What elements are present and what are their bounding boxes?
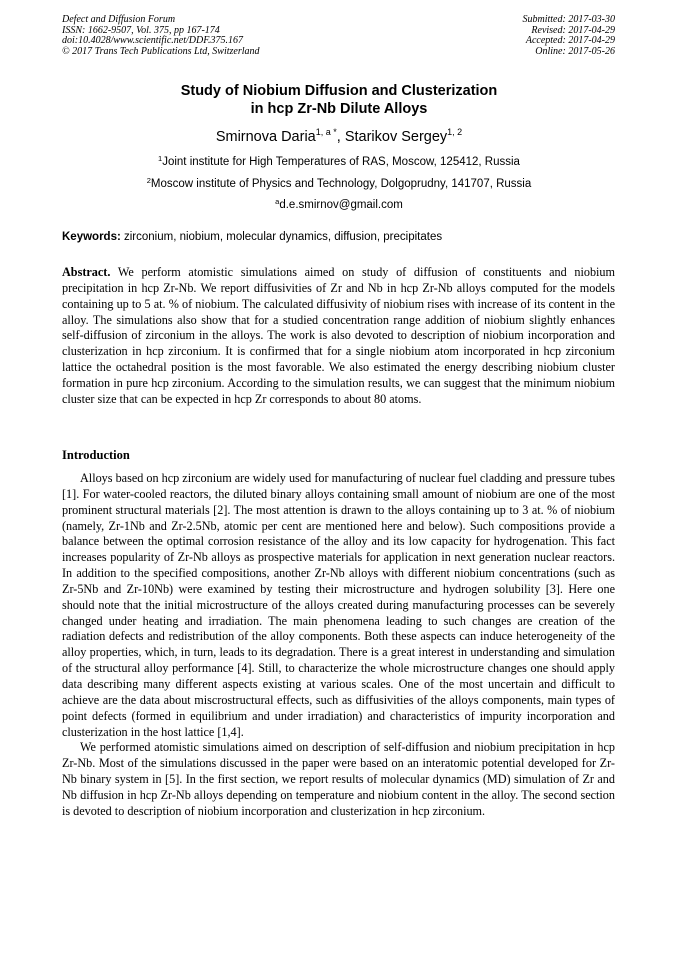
- doi-line: doi:10.4028/www.scientific.net/DDF.375.167: [62, 35, 244, 47]
- paragraph: We performed atomistic simulations aimed on description of self-diffusion and niobium precipitation in hcp Zr-Nb. Most of the simulations discussed in the paper were based on an interatomic potential developed for Zr-Nb binary system in [5]. In the first section, we report results of molecular dynamics (MD) simulation of Zr and Nb diffusion in hcp Zr-Nb alloys depending on temperature and niobium content in the alloy. The second section is devoted to description of niobium incorporation and clusterization in hcp zirconium.: [62, 740, 615, 818]
- email-mark: a: [275, 197, 280, 206]
- journal-info: [62, 15, 260, 57]
- affiliation-1: [0, 152, 678, 169]
- accepted-date: Accepted: 2017-04-29: [525, 35, 615, 47]
- keywords-label: Keywords:: [62, 231, 121, 243]
- abstract-text: We perform atomistic simulations aimed on study of diffusion of constituents and niobium precipitation in hcp Zr-Nb. We report diffusivities of Zr and Nb in hcp Zr-Nb alloys computed for the models containing up to 5 at. % of niobium. The calculated diffusivity of niobium rises with increase of its content in the alloy. The simulations also show that for a studied concentration range addition of niobium slightly enhances self-diffusion of zirconium in the alloys. The work is also devoted to description of niobium incorporation and clusterization in hcp zirconium. It is confirmed that for a single niobium atom incorporated in hcp zirconium lattice the octahedral position is the most favorable. We also estimated the energy describing niobium cluster formation in pure hcp zirconium. According to the simulation results, we can suggest that the minimum niobium cluster size that can be expected in hcp Zr corresponds to about 80 atoms.: [62, 265, 615, 406]
- affiliation-mark: 1: [158, 154, 163, 163]
- title-line-1: Study of Niobium Diffusion and Clusterization: [180, 83, 498, 99]
- online-date: Online: 2017-05-26: [535, 45, 615, 57]
- section-heading-introduction: Introduction: [62, 448, 130, 462]
- corresponding-email: [0, 195, 678, 212]
- affiliation-text: Moscow institute of Physics and Technology, Dolgoprudny, 141707, Russia: [150, 178, 532, 190]
- author-list: [0, 122, 678, 147]
- affiliation-2: [0, 174, 678, 191]
- author-name: Smirnova Daria: [215, 129, 316, 145]
- paragraph: Alloys based on hcp zirconium are widely used for manufacturing of nuclear fuel cladding and pressure tubes [1]. For water-cooled reactors, the diluted binary alloys containing small amount of niobium are one of the most prominent structural materials [2]. The most attention is drawn to the alloys containing up to 3 at. % of niobium (namely, Zr-1Nb and Zr-2.5Nb, atomic per cent are mentioned here and below). Such compositions provide a balance between the optimal corrosion resistance of the alloy and its low capacity for hydrogenation. This fact increases popularity of Zr-Nb alloys as prospective materials for application in next generation nuclear reactors. In addition to the specified compositions, another Zr-Nb alloys with different niobium concentrations (such as Zr-5Nb and Zr-10Nb) were examined by testing their microstructure and hydrogen solubility [3]. Here one should note that the initial microstructure of the alloys created during manufacturing processes can be severely changed under heating and irradiation. The main phenomena leading to such changes are creation of the radiation defects and redistribution of the alloy components. Both these aspects can induce heterogeneity of the alloy properties, which, in turn, leads to its degradation. There is a great interest in understanding and simulation of the structural alloy performance [4]. Still, to characterize the whole microstructure changes one should apply data describing many different aspects existing at various scales. One of the most uncertain and difficult to achieve are the data about miscrostructural effects, such as diffusivities of the alloys components, main types of point defects (formed in equilibrium and under irradiation) and characteristics of impurity incorporation and clusterization in the host lattice [1,4].: [62, 471, 615, 739]
- abstract-label: Abstract.: [62, 265, 111, 279]
- author-name: Starikov Sergey: [344, 129, 448, 145]
- introduction-body: [62, 471, 615, 820]
- publication-dates: [523, 15, 616, 57]
- copyright-line: © 2017 Trans Tech Publications Ltd, Switzerland: [62, 45, 260, 57]
- author-separator: ,: [336, 129, 345, 145]
- email-text: d.e.smirnov@gmail.com: [279, 199, 403, 211]
- title-line-2: in hcp Zr-Nb Dilute Alloys: [250, 101, 428, 117]
- keywords: [62, 230, 615, 244]
- journal-name: Defect and Diffusion Forum: [62, 14, 176, 25]
- affiliation-mark: 2: [146, 176, 151, 185]
- author-affiliation-mark: 1, 2: [447, 127, 463, 137]
- revised-date: Revised: 2017-04-29: [531, 24, 615, 36]
- issn-line: ISSN: 1662-9507, Vol. 375, pp 167-174: [62, 24, 220, 36]
- author-affiliation-mark: 1, a *: [315, 127, 337, 137]
- keywords-text: zirconium, niobium, molecular dynamics, diffusion, precipitates: [120, 231, 443, 243]
- abstract: [62, 265, 615, 408]
- affiliation-text: Joint institute for High Temperatures of RAS, Moscow, 125412, Russia: [162, 156, 520, 168]
- paper-title: [0, 82, 678, 118]
- submitted-date: Submitted: 2017-03-30: [522, 14, 615, 25]
